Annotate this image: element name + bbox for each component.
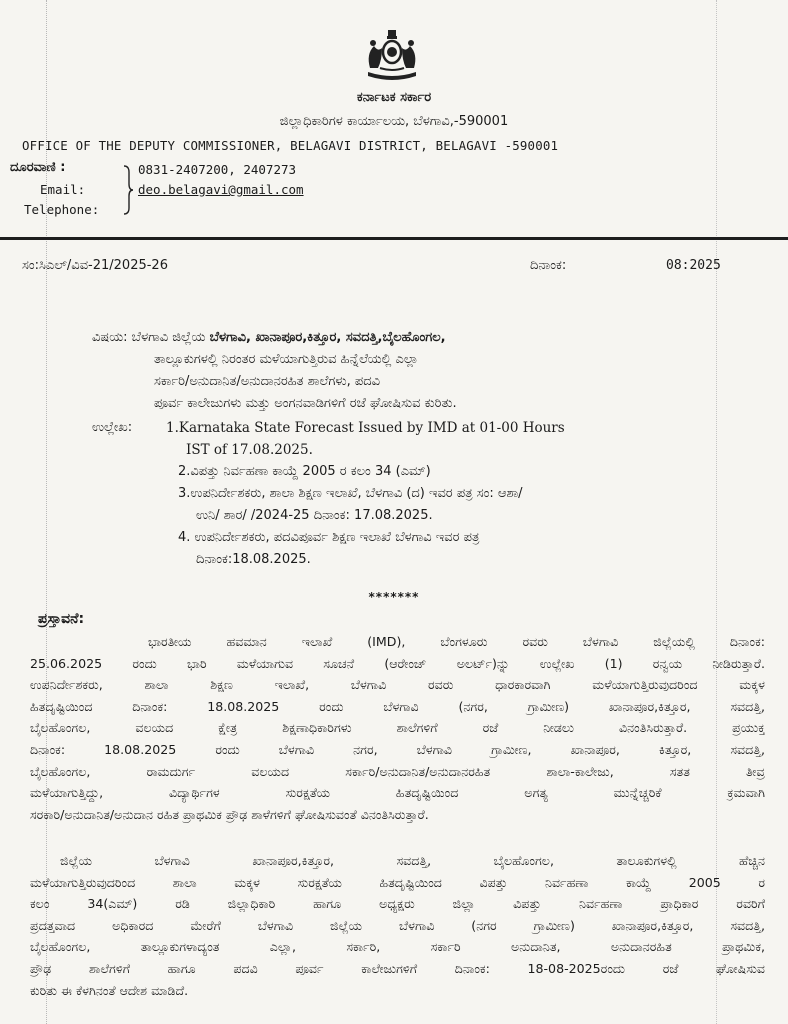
- reference-item-continued: ಉನಿ/ ಶಾರ/ /2024-25 ದಿನಾಂಕ: 17.08.2025.: [196, 508, 433, 523]
- date-label: ದಿನಾಂಕ:: [530, 258, 567, 273]
- reference-item-continued: ದಿನಾಂಕ:18.08.2025.: [196, 552, 311, 567]
- paragraph-line: ಮಳೆಯಾಗುತ್ತಿದ್ದು, ವಿದ್ಯಾರ್ಥಿಗಳ ಸುರಕ್ಷತೆಯ ಹಿತದೃಷ್ಟಿಯಿಂದ ಅಗತ್ಯ ಮುನ್ನೆಚ್ಚರಿಕೆ ಕ್ರಮವಾಗಿ: [30, 785, 765, 801]
- reference-item-continued: IST of 17.08.2025.: [186, 442, 313, 458]
- paragraph-line: ಪ್ರೌಢ ಶಾಲೆಗಳಿಗೆ ಹಾಗೂ ಪದವಿ ಪೂರ್ವ ಕಾಲೇಜುಗಳಿಗೆ ದಿನಾಂಕ: 18-08-2025ರಂದು ರಜೆ ಘೋಷಿಸುವ: [30, 960, 765, 976]
- header-divider: [0, 237, 788, 240]
- paragraph-line: ಉಪನಿರ್ದೇಶಕರು, ಶಾಲಾ ಶಿಕ್ಷಣ ಇಲಾಖೆ, ಬೆಳಗಾವಿ ರವರು ಧಾರಕಾರವಾಗಿ ಮಳೆಯಾಗುತ್ತಿರುವುದರಿಂದ ಮಕ್ಕಳ: [30, 677, 765, 693]
- paragraph-line: 25.06.2025 ರಂದು ಭಾರಿ ಮಳೆಯಾಗುವ ಸೂಚನೆ (ಆರೇಂಜ್ ಅಲರ್ಟ್)ನ್ನು ಉಲ್ಲೇಖ (1) ರನ್ವಯ ನೀಡಿರುತ್ತಾರೆ.: [30, 655, 765, 671]
- email-link[interactable]: deo.belagavi@gmail.com: [138, 182, 304, 197]
- subject-line: ಸರ್ಕಾರಿ/ಅನುದಾನಿತ/ಅನುದಾನರಹಿತ ಶಾಲೆಗಳು, ಪದವಿ: [154, 374, 380, 389]
- preamble-paragraph-1: [30, 631, 765, 825]
- paragraph-line: ಪ್ರದತ್ತವಾದ ಅಧಿಕಾರದ ಮೇರೆಗೆ ಬೆಳಗಾವಿ ಜಿಲ್ಲೆಯ ಬೆಳಗಾವಿ (ನಗರ ಗ್ರಾಮೀಣ) ಖಾನಾಪೂರ,ಕಿತ್ತೂರ, ಸವದತ್ತಿ,: [30, 917, 765, 933]
- reference-item: 4. ಉಪನಿರ್ದೇಶಕರು, ಪದವಿಪೂರ್ವ ಶಿಕ್ಷಣ ಇಲಾಖೆ ಬೆಳಗಾವಿ ಇವರ ಪತ್ರ: [178, 530, 480, 545]
- reference-item: 3.ಉಪನಿರ್ದೇಶಕರು, ಶಾಲಾ ಶಿಕ್ಷಣ ಇಲಾಖೆ, ಬೆಳಗಾವಿ (ದ) ಇವರ ಪತ್ರ ಸಂ: ಆಶಾ/: [178, 486, 523, 501]
- preamble-heading: ಪ್ರಸ್ತಾವನೆ:: [38, 611, 85, 627]
- email-label: Email:: [40, 182, 86, 197]
- subject-label: ವಿಷಯ:: [92, 330, 128, 345]
- paragraph-line: ಭಾರತೀಯ ಹವಮಾನ ಇಲಾಖೆ (IMD), ಬೆಂಗಳೂರು ರವರು ಬೆಳಗಾವಿ ಜಿಲ್ಲೆಯಲ್ಲಿ ದಿನಾಂಕ:: [148, 634, 765, 649]
- reference-number: ಸಂ:ಸಿಎಲ್/ವಿವ-21/2025-26: [22, 258, 168, 273]
- subject-line: ತಾಲ್ಲೂಕುಗಳಲ್ಲಿ ನಿರಂತರ ಮಳೆಯಾಗುತ್ತಿರುವ ಹಿನ್ನೆಲೆಯಲ್ಲಿ ಎಲ್ಲಾ: [154, 352, 419, 367]
- references-label: ಉಲ್ಲೇಖ:: [92, 420, 133, 435]
- subject-taluks: ಬೆಳಗಾವಿ, ಖಾನಾಪೂರ,ಕಿತ್ತೂರ, ಸವದತ್ತಿ,ಬೈಲಹೊಂಗಲ,: [209, 330, 446, 345]
- date-value: 08:2025: [666, 258, 721, 273]
- paragraph-line: ಕಲಂ 34(ಎಮ್) ರಡಿ ಜಿಲ್ಲಾಧಿಕಾರಿ ಹಾಗೂ ಅಧ್ಯಕ್ಷರು ಜಿಲ್ಲಾ ವಿಪತ್ತು ನಿರ್ವಹಣಾ ಪ್ರಾಧಿಕಾರ ರವರಿಗೆ: [30, 896, 765, 912]
- preamble-paragraph-2: [30, 850, 765, 1001]
- paragraph-line: ಹಿತದೃಷ್ಟಿಯಿಂದ ದಿನಾಂಕ: 18.08.2025 ರಂದು ಬೆಳಗಾವಿ (ನಗರ, ಗ್ರಾಮೀಣ) ಖಾನಾಪೂರ,ಕಿತ್ತೂರ, ಸವದತ್ತಿ,: [30, 698, 765, 714]
- section-separator: *******: [368, 590, 420, 604]
- paragraph-line: ಸರಕಾರಿ/ಅನುದಾನಿತ/ಅನುದಾನ ರಹಿತ ಪ್ರಾಥಮಿಕ ಪ್ರೌಢ ಶಾಳೆಗಳಿಗೆ ಘೋಷಿಸುವಂತೆ ವಿನಂತಿಸಿರುತ್ತಾರೆ.: [30, 806, 429, 822]
- paragraph-line: ಮಳೆಯಾಗುತ್ತಿರುವುದರಿಂದ ಶಾಲಾ ಮಕ್ಕಳ ಸುರಕ್ಷತೆಯ ಹಿತದೃಷ್ಟಿಯಿಂದ ವಿಪತ್ತು ನಿರ್ವಹಣಾ ಕಾಯ್ದೆ 2005 ರ: [30, 874, 765, 890]
- paragraph-line: ದಿನಾಂಕ: 18.08.2025 ರಂದು ಬೆಳಗಾವಿ ನಗರ, ಬೆಳಗಾವಿ ಗ್ರಾಮೀಣ, ಖಾನಾಪೂರ, ಕಿತ್ತೂರ, ಸವದತ್ತಿ,: [30, 741, 765, 757]
- subject-block: [92, 327, 742, 415]
- subject-line: ಪೂರ್ವ ಕಾಲೇಜುಗಳು ಮತ್ತು ಅಂಗನವಾಡಿಗಳಿಗೆ ರಜೆ ಘೋಷಿಸುವ ಕುರಿತು.: [154, 396, 457, 411]
- paragraph-line: ಬೈಲಹೊಂಗಲ, ತಾಲ್ಲೂಕುಗಳಾದ್ಯಂತ ಎಲ್ಲಾ, ಸರ್ಕಾರಿ, ಸರ್ಕಾರಿ ಅನುದಾನಿತ, ಅನುದಾನರಹಿತ ಪ್ರಾಥಮಿಕ,: [30, 939, 765, 955]
- reference-item: 1.Karnataka State Forecast Issued by IMD at 01-00 Hours: [166, 420, 565, 436]
- telephone-label: Telephone:: [24, 202, 100, 217]
- reference-item: 2.ವಿಪತ್ತು ನಿರ್ವಹಣಾ ಕಾಯ್ದೆ 2005 ರ ಕಲಂ 34 (ಎಮ್): [178, 464, 431, 479]
- karnataka-emblem-icon: [360, 30, 424, 84]
- phone-label-kannada: ದೂರವಾಣಿ :: [10, 160, 66, 175]
- government-name: ಕರ್ನಾಟಕ ಸರ್ಕಾರ: [356, 90, 432, 105]
- phone-numbers: 0831-2407200, 2407273: [138, 162, 297, 177]
- office-name-kannada: ಜಿಲ್ಲಾಧಿಕಾರಿಗಳ ಕಾರ್ಯಾಲಯ, ಬೆಳಗಾವಿ,-590001: [279, 114, 509, 129]
- office-name-english: OFFICE OF THE DEPUTY COMMISSIONER, BELAGAVI DISTRICT, BELAGAVI -590001: [22, 138, 559, 153]
- brace-icon: [123, 164, 133, 216]
- subject-text: ಬೆಳಗಾವಿ ಜಿಲ್ಲೆಯ: [131, 330, 206, 345]
- paragraph-line: ಬೈಲಹೊಂಗಲ, ರಾಮದುರ್ಗ ವಲಯದ ಸರ್ಕಾರಿ/ಅನುದಾನಿತ/ಅನುದಾನರಹಿತ ಶಾಲಾ-ಕಾಲೇಜು, ಸತತ ತೀವ್ರ: [30, 763, 765, 779]
- paragraph-line: ಜಿಲ್ಲೆಯ ಬೆಳಗಾವಿ ಖಾನಾಪೂರ,ಕಿತ್ತೂರ, ಸವದತ್ತಿ, ಬೈಲಹೊಂಗಲ, ತಾಲೂಕುಗಳಲ್ಲಿ ಹೆಚ್ಚಿನ: [60, 853, 765, 868]
- paragraph-line: ಕುರಿತು ಈ ಕೆಳಗಿನಂತೆ ಆದೇಶ ಮಾಡಿದೆ.: [30, 982, 189, 998]
- paragraph-line: ಬೈಲಹೊಂಗಲ, ವಲಯದ ಕ್ಷೇತ್ರ ಶಿಕ್ಷಣಾಧಿಕಾರಿಗಳು ಶಾಲೆಗಳಿಗೆ ರಜೆ ನೀಡಲು ವಿನಂತಿಸಿರುತ್ತಾರೆ. ಪ್ರಯುಕ್ತ: [30, 720, 765, 736]
